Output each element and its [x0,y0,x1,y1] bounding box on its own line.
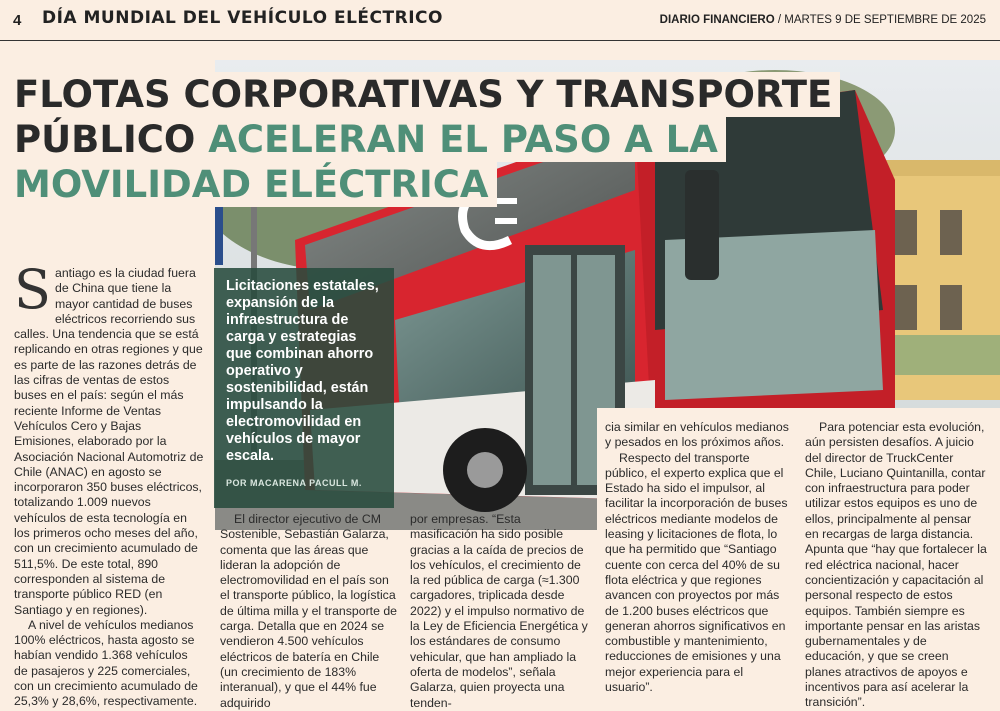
section-title: DÍA MUNDIAL DEL VEHÍCULO ELÉCTRICO [42,8,443,28]
newspaper-name: DIARIO FINANCIERO [659,14,775,26]
article-paragraph: A nivel de vehículos medianos 100% eléctricos, hasta agosto se habían vendido 1.368 vehículos de pasajeros y 225 comerciales, con un crecimiento acumulado de 25,3% y 28,6%, respectivamente. [14,617,198,709]
article-column-3 [410,512,590,711]
article-paragraph: El director ejecutivo de CM Sostenible, Sebastián Galarza, comenta que las áreas que lideran la adopción de electromovilidad en el país son el transporte público, la logística de última milla y el transporte de carga. Detalla que en 2024 se vendieron 4.500 vehículos eléctricos de batería en Chile (un crecimiento de 183% interanual), y que el 44% fue adquirido [220,512,398,710]
article-column-5 [805,420,987,711]
article-column-1 [14,258,204,710]
byline: POR MACARENA PACULL M. [226,478,362,488]
headline [14,72,840,207]
article-paragraph: Respecto del transporte público, el experto explica que el Estado ha sido el impulsor, al facilitar la incorporación de buses eléctricos mediante modelos de leasing y licitaciones de flota, lo que ha permitido que “Santiago cuente con cerca del 40% de su flota eléctrica y que regiones avancen con proyectos por más de 1.200 buses eléctricos que generan ahorros significativos en combustible y mantenimiento, reducciones de emisiones y una mejor experiencia para el usuario”. [605,450,788,695]
headline-line-1: FLOTAS CORPORATIVAS Y TRANSPORTE [14,72,840,117]
headline-line-3: MOVILIDAD ELÉCTRICA [14,162,497,207]
page-number: 4 [13,12,22,29]
page-header [0,0,1000,41]
headline-line-2-green: ACELERAN EL PASO A LA [208,118,718,161]
article-paragraph: por empresas. “Esta masificación ha sido posible gracias a la caída de precios de los vehículos, el crecimiento de la red pública de carga (≈1.300 cargadores, triplicada desde 2022) y el impulso normativo de la Ley de Eficiencia Energética y los estándares de consumo vehicular, que han ampliado la oferta de modelos”, señala Galarza, quien proyecta una tenden- [410,512,588,710]
drop-cap: S [14,258,51,321]
pull-quote-box [214,268,394,508]
headline-line-2-dark: PÚBLICO [14,118,209,161]
article-column-4 [605,420,793,695]
pull-quote-text: Licitaciones estatales, expansión de la infraestructura de carga y estrategias que combinan ahorro operativo y sostenibilidad, están impulsando la electromovilidad en vehículos de mayor escala. [226,278,379,464]
issue-date: / MARTES 9 DE SEPTIEMBRE DE 2025 [774,14,986,26]
newspaper-dateline [660,14,986,26]
article-paragraph: cia similar en vehículos medianos y pesados en los próximos años. [605,420,789,450]
article-paragraph: antiago es la ciudad fuera de China que tiene la mayor cantidad de buses eléctricos recorriendo sus calles. Una tendencia que se está replicando en otras regiones y que es parte de las razones detrás de las cifras de ventas de estos buses en el país: según el más reciente Informe de Ventas Vehículos Cero y Bajas Emisiones, elaborado por la Asociación Nacional Automotriz de Chile (ANAC) en agosto se incorporaron 350 buses eléctricos, totalizando 1.009 nuevos vehículos de esta tecnología en los primeros ocho meses del año, con un crecimiento acumulado de 511,5%. De este total, 890 corresponden al sistema de transporte público RED (en Santiago y en regiones). [14,266,204,617]
article-column-2 [220,512,398,711]
article-paragraph: Para potenciar esta evolución, aún persisten desafíos. A juicio del director de TruckCenter Chile, Luciano Quintanilla, contar con infraestructura para poder utilizar estos equipos es uno de ellos, principalmente al pensar en recargas de larga distancia. Apunta que “hay que fortalecer la red eléctrica nacional, hacer concientización y capacitación al personal respecto de estos equipos. También siempre es importante pensar en las aristas gubernamentales y de educación, y que se creen planes atractivos de apoyos e incentivos para así acelerar la transición”. [805,420,987,710]
